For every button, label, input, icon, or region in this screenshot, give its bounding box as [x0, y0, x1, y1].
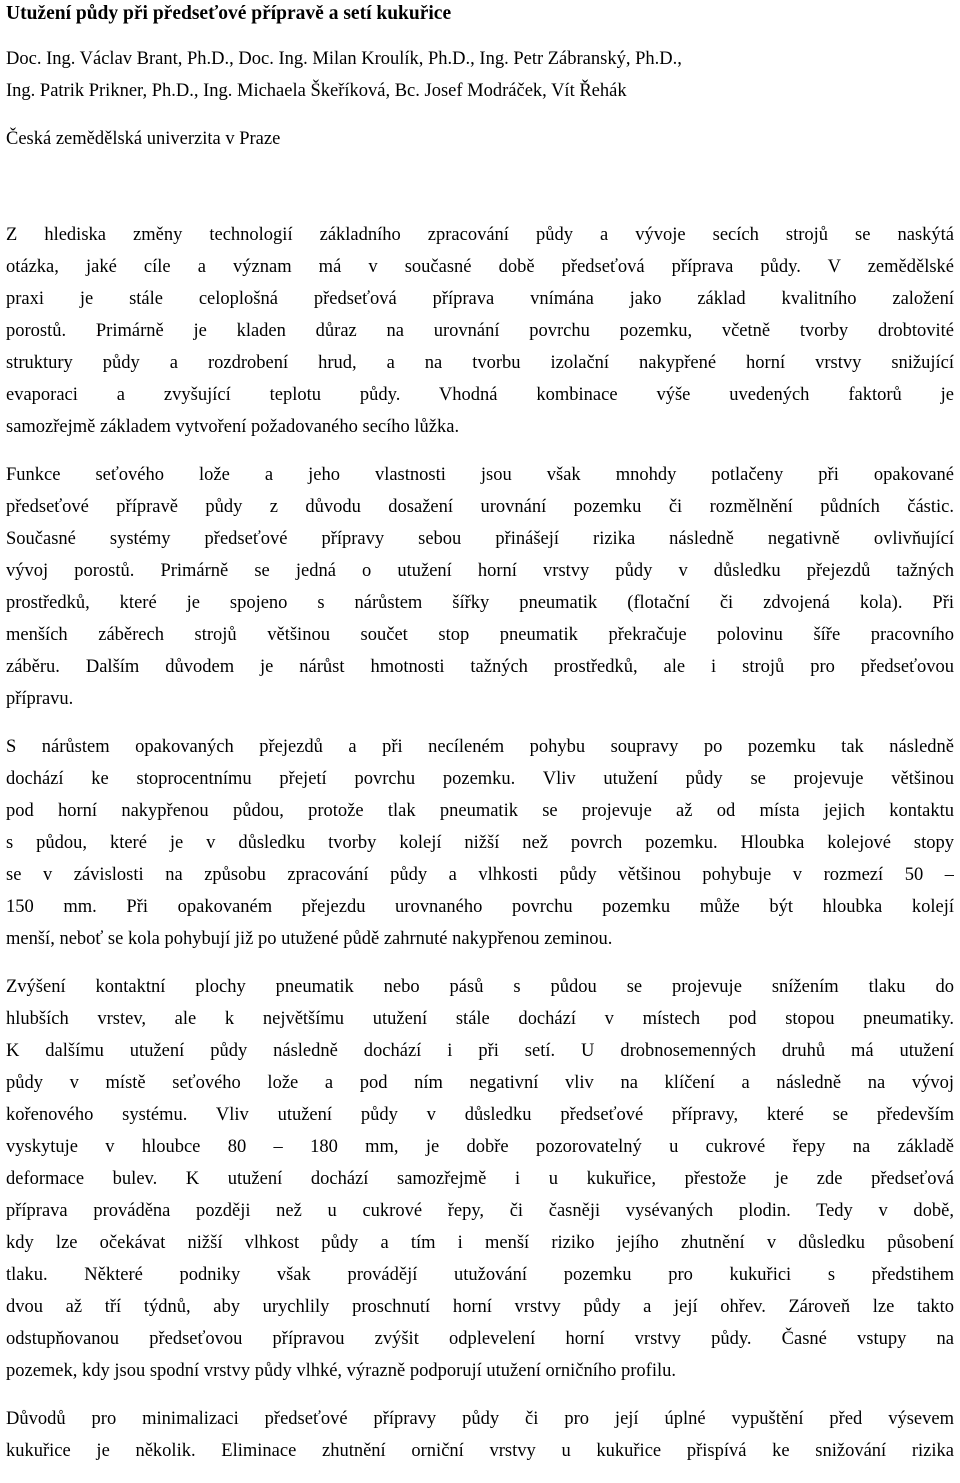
paragraph-line: menších záběrech strojů většinou součet stop pneumatik překračuje polovinu šíře pracovního — [6, 625, 954, 645]
paragraph-line: Funkce seťového lože a jeho vlastnosti jsou však mnohdy potlačeny při opakované — [6, 465, 954, 485]
author-line: Ing. Patrik Prikner, Ph.D., Ing. Michaela Škeříková, Bc. Josef Modráček, Vít Řehák — [6, 81, 627, 101]
paragraph-line: se v závislosti na způsobu zpracování půdy a vlhkosti půdy většinou pohybuje v rozmezí 50 – — [6, 865, 954, 885]
paragraph-line: struktury půdy a rozdrobení hrud, a na tvorbu izolační nakypřené horní vrstvy snižující — [6, 353, 954, 373]
affiliation: Česká zemědělská univerzita v Praze — [6, 129, 281, 149]
paragraph — [6, 1403, 954, 1467]
paragraph-line: porostů. Primárně je kladen důraz na urovnání povrchu pozemku, včetně tvorby drobtovité — [6, 321, 954, 341]
paragraph-line: s půdou, které je v důsledku tvorby kolejí nižší než povrch pozemku. Hloubka kolejové stopy — [6, 833, 954, 853]
paragraph-line: tlaku. Některé podniky však provádějí utužování pozemku pro kukuřici s předstihem — [6, 1265, 954, 1285]
paragraph-line: S nárůstem opakovaných přejezdů a při necíleném pohybu soupravy po pozemku tak následně — [6, 737, 954, 757]
paragraph-line: vyskytuje v hloubce 80 – 180 mm, je dobře pozorovatelný u cukrové řepy na základě — [6, 1137, 954, 1157]
paragraph-line: přípravu. — [6, 689, 74, 709]
paragraph-line: samozřejmě základem vytvoření požadovaného secího lůžka. — [6, 417, 460, 437]
paragraph-line: půdy v místě seťového lože a pod ním negativní vliv na klíčení a následně na vývoj — [6, 1073, 954, 1093]
document-page — [6, 0, 954, 1483]
paragraph-line: Současné systémy předseťové přípravy sebou přinášejí rizika následně negativně ovlivňující — [6, 529, 954, 549]
paragraph-line: kdy lze očekávat nižší vlhkost půdy a tím i menší riziko jejího zhutnění v důsledku působení — [6, 1233, 954, 1253]
paragraph-line: hlubších vrstev, ale k největšímu utužení stále dochází v místech pod stopou pneumatiky. — [6, 1009, 954, 1029]
paragraph — [6, 459, 954, 715]
paragraph-line: kořenového systému. Vliv utužení půdy v důsledku předseťové přípravy, které se především — [6, 1105, 954, 1125]
paragraph-line: otázka, jaké cíle a význam má v současné době předseťová příprava půdy. V zemědělské — [6, 257, 954, 277]
author-line: Doc. Ing. Václav Brant, Ph.D., Doc. Ing. Milan Kroulík, Ph.D., Ing. Petr Zábranský, Ph.D., — [6, 49, 682, 69]
paragraph-line: kukuřice je několik. Eliminace zhutnění orniční vrstvy u kukuřice přispívá ke snižování rizika — [6, 1441, 954, 1461]
paragraph-line: deformace bulev. K utužení dochází samozřejmě i u kukuřice, přestože je zde předseťová — [6, 1169, 954, 1189]
paragraph-line: 150 mm. Při opakovaném přejezdu urovnaného povrchu pozemku může být hloubka kolejí — [6, 897, 954, 917]
paragraph — [6, 219, 954, 443]
paragraph — [6, 731, 954, 955]
document-title: Utužení půdy při předseťové přípravě a setí kukuřice — [6, 3, 452, 24]
paragraph-line: vývoj porostů. Primárně se jedná o utužení horní vrstvy půdy v důsledku přejezdů tažných — [6, 561, 954, 581]
paragraph-line: Důvodů pro minimalizaci předseťové přípravy půdy či pro její úplné vypuštění před výsevem — [6, 1409, 954, 1429]
author-list — [6, 43, 954, 107]
paragraph — [6, 971, 954, 1387]
paragraph-line: menší, neboť se kola pohybují již po utužené půdě zahrnuté nakypřenou zeminou. — [6, 929, 613, 949]
paragraph-line: evaporaci a zvyšující teplotu půdy. Vhodná kombinace výše uvedených faktorů je — [6, 385, 954, 405]
paragraph-line: záběru. Dalším důvodem je nárůst hmotnosti tažných prostředků, ale i strojů pro předseťovou — [6, 657, 954, 677]
paragraph-line: Z hlediska změny technologií základního zpracování půdy a vývoje secích strojů se naskýtá — [6, 225, 954, 245]
paragraph-line: pozemek, kdy jsou spodní vrstvy půdy vlhké, výrazně podporují utužení orničního profilu. — [6, 1361, 676, 1381]
paragraph-line: odstupňovanou předseťovou přípravou zvýšit odplevelení horní vrstvy půdy. Časné vstupy na — [6, 1329, 954, 1349]
paragraph-line: příprava prováděna později než u cukrové řepy, či časněji vysévaných plodin. Tedy v době, — [6, 1201, 954, 1221]
paragraph-line: dvou až tří týdnů, aby urychlily proschnutí horní vrstvy půdy a její ohřev. Zároveň lze takto — [6, 1297, 954, 1317]
paragraph-line: praxi je stále celoplošná předseťová příprava vnímána jako základ kvalitního založení — [6, 289, 954, 309]
paragraph-line: předseťové přípravě půdy z důvodu dosažení urovnání pozemku či rozmělnění půdních částic. — [6, 497, 954, 517]
paragraph-line: pod horní nakypřenou půdou, protože tlak pneumatik se projevuje až od místa jejich kontaktu — [6, 801, 954, 821]
paragraph-line: K dalšímu utužení půdy následně dochází i při setí. U drobnosemenných druhů má utužení — [6, 1041, 954, 1061]
paragraph-line: dochází ke stoprocentnímu přejetí povrchu pozemku. Vliv utužení půdy se projevuje většinou — [6, 769, 954, 789]
paragraph-line: prostředků, které je spojeno s nárůstem šířky pneumatik (flotační či zdvojená kola). Při — [6, 593, 954, 613]
paragraph-line: Zvýšení kontaktní plochy pneumatik nebo pásů s půdou se projevuje snížením tlaku do — [6, 977, 954, 997]
body-text — [6, 219, 954, 1467]
